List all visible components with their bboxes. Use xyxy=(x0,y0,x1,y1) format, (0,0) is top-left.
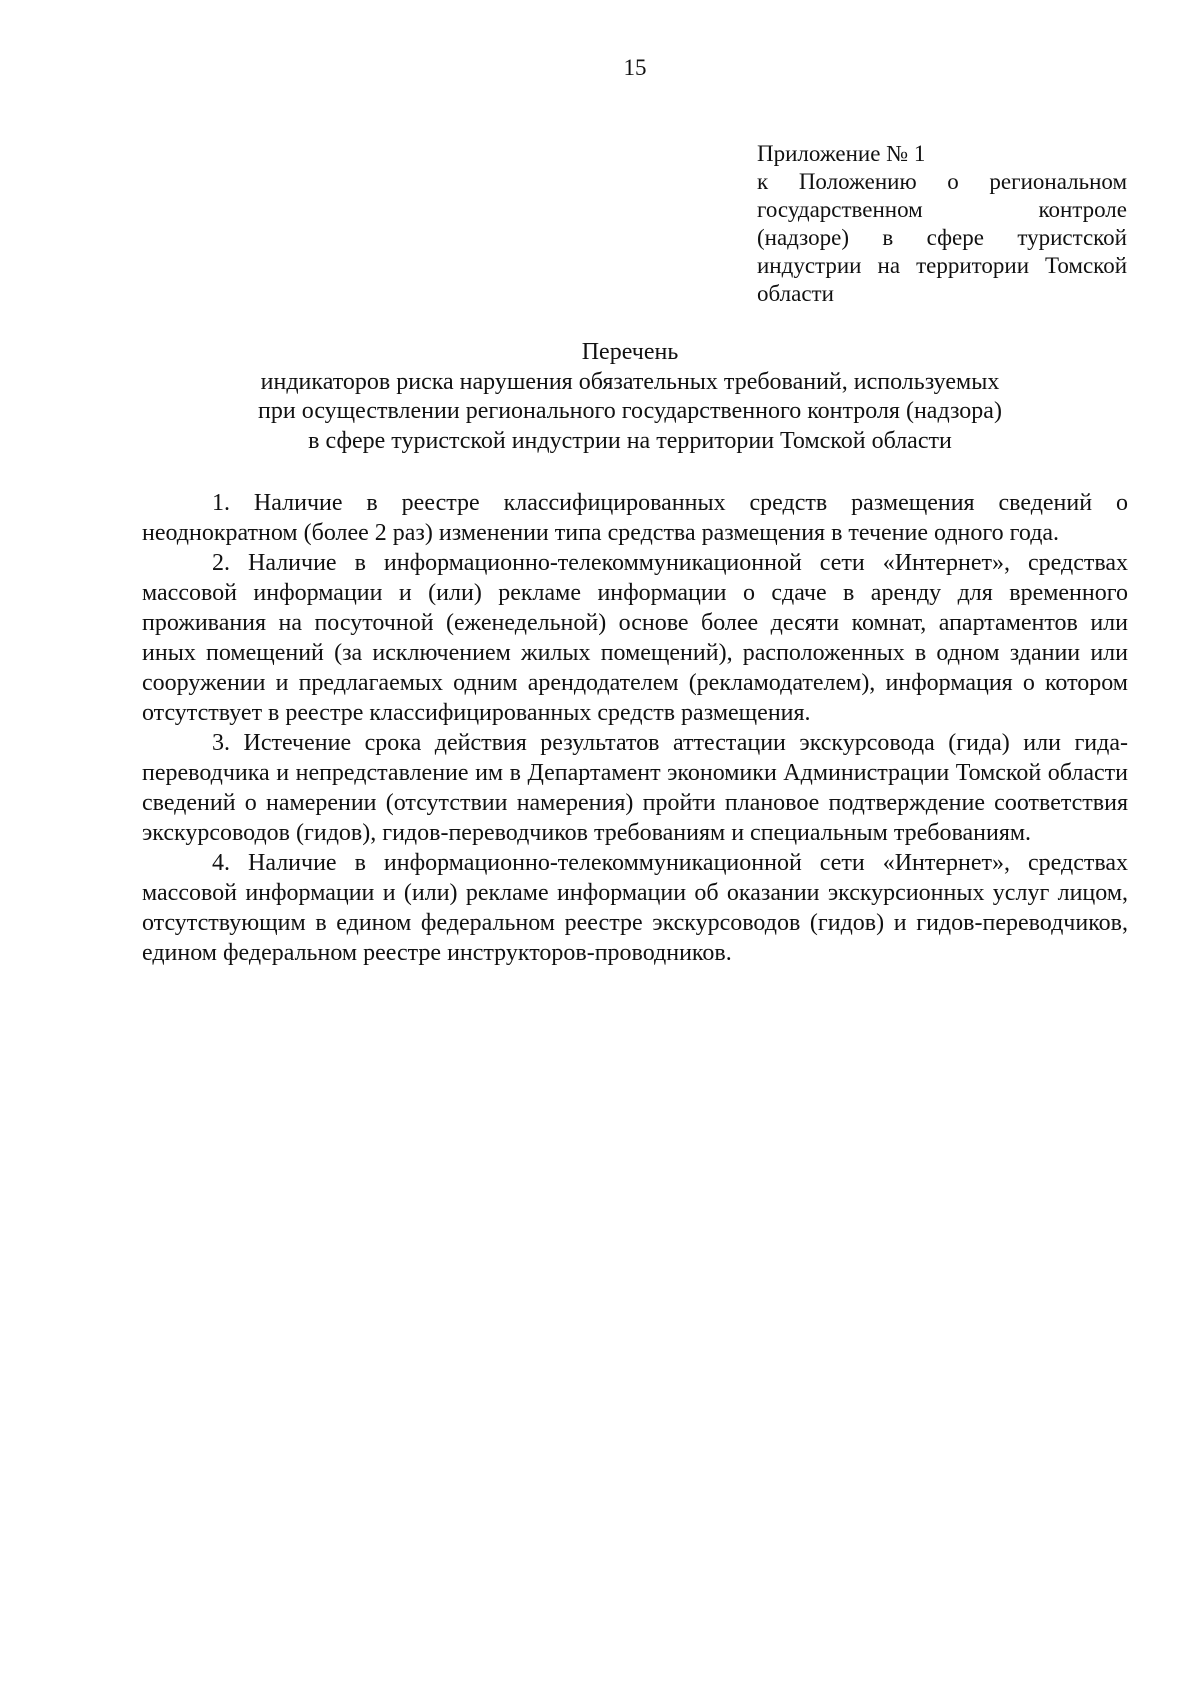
page-number: 15 xyxy=(623,55,647,80)
appendix-line: индустрии на территории Томской xyxy=(757,253,1127,278)
item-text: Наличие в информационно-телекоммуникационной сети «Интернет», средствах массовой информации и (или) рекламе информации об оказании экскурсионных услуг лицом, отсутствующим в едином федеральном реестре экскурсоводов (гидов) и гидов-переводчиков, едином федеральном реестре инструкторов-проводников. xyxy=(142,850,1129,966)
item-number: 1. xyxy=(212,490,230,516)
list-item xyxy=(142,848,1128,968)
appendix-heading: Приложение № 1 xyxy=(757,141,926,166)
item-number: 2. xyxy=(212,550,230,576)
list-item xyxy=(142,488,1128,548)
document-body xyxy=(142,488,1128,968)
list-item xyxy=(142,728,1128,848)
title-line: индикаторов риска нарушения обязательных требований, используемых xyxy=(260,368,1000,395)
item-text: Наличие в информационно-телекоммуникационной сети «Интернет», средствах массовой информации и (или) рекламе информации о сдаче в аренду для временного проживания на посуточной (еженедельной) основе более десяти комнат, апартаментов или иных помещений (за исключением жилых помещений), расположенных в одном здании или сооружении и предлагаемых одним арендодателем (рекламодателем), информация о котором отсутствует в реестре классифицированных средств размещения. xyxy=(142,550,1129,726)
list-item xyxy=(142,548,1128,728)
title-line: в сфере туристской индустрии на территории Томской области xyxy=(308,427,952,454)
title-line: при осуществлении регионального государственного контроля (надзора) xyxy=(258,398,1002,424)
appendix-line: (надзоре) в сфере туристской xyxy=(757,225,1127,250)
appendix-last-line: области xyxy=(757,281,834,306)
appendix-line: к Положению о региональном xyxy=(757,169,1127,194)
document-title xyxy=(130,338,1130,456)
title-heading: Перечень xyxy=(581,339,679,365)
item-number: 3. xyxy=(212,730,230,756)
item-text: Наличие в реестре классифицированных средств размещения сведений о неоднократном (более 2 раз) изменении типа средства размещения в течение одного года. xyxy=(142,490,1129,546)
item-number: 4. xyxy=(212,850,230,876)
appendix-line: государственном контроле xyxy=(757,197,1127,222)
item-text: Истечение срока действия результатов аттестации экскурсовода (гида) или гида-переводчика и непредставление им в Департамент экономики Администрации Томской области сведений о намерении (отсутствии намерения) пройти плановое подтверждение соответствия экскурсоводов (гидов), гидов-переводчиков требованиям и специальным требованиям. xyxy=(142,730,1129,846)
appendix-reference xyxy=(757,140,1127,308)
